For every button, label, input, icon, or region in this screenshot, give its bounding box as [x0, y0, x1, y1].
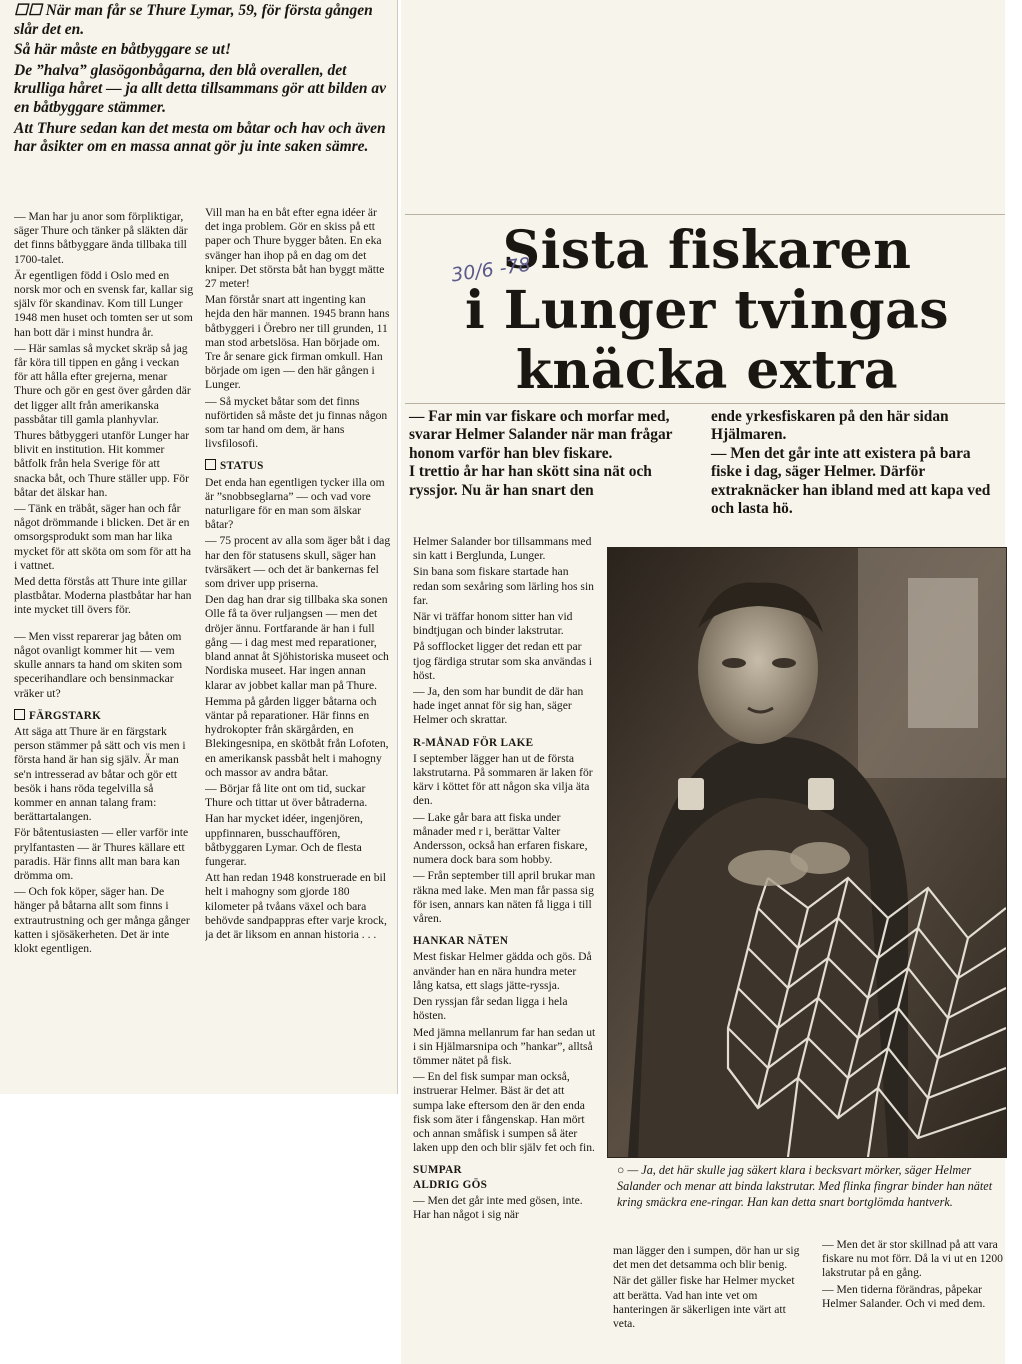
paragraph: För båtentusiasten — eller varför inte prylfantasten — är Thures källare ett paradis. Här finns allt man bara kan drömma om. — [14, 826, 189, 882]
intro-left — [409, 408, 699, 500]
paragraph: Med detta förstås att Thure inte gillar plastbåtar. Moderna plastbåtar har han inte mycket till övers för. — [14, 575, 192, 617]
handwritten-date: 30/6 -78 — [449, 253, 532, 287]
subheading-r-manad: R-MÅNAD FÖR LAKE — [413, 736, 534, 749]
paragraph: Den dag han drar sig tillbaka ska sonen Olle få ta över ruljangsen — men det dröjer ännu. Fortfarande är han i full gång — i dag mest med reparationer, bland annat åt Sjöhistoriska museet och Nordiska museet. Har ingen annan klarar av jobbet kallar man på Thure. — [205, 593, 389, 692]
paragraph: — Men visst reparerar jag båten om något ovanligt kommer hit — vem skulle annars ta hand om skiten som specerihandlare och bensinmackar vräker ut? — [14, 629, 183, 700]
headline-block — [405, 214, 1005, 404]
photo-caption: ○ — Ja, det här skulle jag säkert klara i becksvart mörker, säger Helmer Salander och menar att binda lakstrutar. Med flinka fingrar binder han nätet kring smäckra ene-ringar. Han kan detta snart bortglömda hantverk. — [617, 1163, 993, 1209]
paragraph: — Börjar få lite ont om tid, suckar Thure och tittar ut över båtraderna. — [205, 781, 368, 810]
intro-right — [711, 408, 1003, 518]
paragraph: När det gäller fiske har Helmer mycket att berätta. Vad han inte vet om hanteringen är säkerligen inte värt att veta. — [613, 1274, 795, 1331]
bottom-right-column — [822, 1238, 1004, 1354]
subheading-status: STATUS — [205, 459, 392, 473]
lead-paragraphs — [14, 2, 394, 159]
paragraph: — Man har ju anor som förpliktigar, säger Thure och tänker på släkten där det finns båtbyggare ända tillbaka till 1700-talet. — [14, 210, 188, 266]
box-icon — [14, 709, 25, 720]
intro-left-text: — Far min var fiskare och morfar med, svarar Helmer Salander när man frågar honom varför han blev fiskare. I trettio år har han skött sina nät och ryssjor. Nu är han snart den — [409, 408, 673, 499]
paragraph: Hemma på gården ligger båtarna och väntar på reparationer. Här finns en hydrokopter från skärgården, en Blekingesnipa, en skötbåt från Lofoten, en amerikansk passbåt helt i mahogny och massor av andra båtar. — [205, 694, 389, 779]
subheading-sumpar: SUMPAR ALDRIG GÖS — [413, 1164, 488, 1191]
paragraph: Är egentligen född i Oslo med en norsk mor och en svensk far, kallar sig själv för skandinav. Kom till Lunger 1948 men huset och tomten ser ut som han bott där i minst hundra år. — [14, 268, 194, 339]
lead-p3: De ”halva” glasögonbågarna, den blå overallen, det krulliga håret — ja allt detta tillsammans gör att bilden av en båtbyggare stämmer. — [14, 61, 387, 116]
paragraph: Thures båtbyggeri utanför Lunger har blivit en institution. Hit kommer båtfolk från hela Sverige för att snacka båt, och Thure ställer upp. För båtar det älskar han. — [14, 429, 190, 499]
paragraph: — Och fok köper, säger han. De hänger på båtarna allt som finns i extrautrustning och ger många gånger katten i sjösäkerheten. Det är inte klokt egentligen. — [14, 885, 190, 955]
paragraph: Man förstår snart att ingenting kan hejda den här mannen. 1945 brann hans båtbyggeri i Örebro ner till grunden, 11 man stod arbetslösa. Han började om. Tre år senare gick firman omkull. Han började om igen — den här gången i Lunger. — [205, 293, 390, 392]
box-icon — [205, 459, 216, 470]
paragraph: — Men tiderna förändras, påpekar Helmer Salander. Och vi med dem. — [822, 1282, 986, 1310]
left-column-2 — [205, 206, 392, 1088]
paragraph: — Så mycket båtar som det finns nuförtiden så måste det ju finnas någon som tar hand om dem, är hans livsfilosofi. — [205, 394, 388, 451]
paragraph: Med jämna mellanrum far han sedan ut i sin Hjälmarsnipa och ”hankar”, alltså tömmer nätet på fisk. — [413, 1025, 596, 1067]
paragraph: Att han redan 1948 konstruerade en bil helt i mahogny som gjorde 180 kilometer på tvåans växel och bara behövde sandpappras efter varje krock, ja det är liksom en annan historia . . . — [205, 871, 387, 941]
paragraph: Den ryssjan får sedan ligga i hela hösten. — [413, 995, 568, 1023]
headline-line-3: knäcka extra — [515, 340, 899, 401]
paragraph: Att säga att Thure är en färgstark person stämmer på sätt och vis men i första hand är han sig själv. Är man se'n intresserad av båtar och gör ett besök i hans röda tegelvilla så kommer en annan talang fram: berättartalangen. — [14, 724, 186, 824]
intro-right-text: ende yrkesfiskaren på den här sidan Hjälmaren. — Men det går inte att existera på bara fiske i dag, säger Helmer. Därför extraknäcker han ibland med att kapa ved och lasta hö. — [711, 408, 991, 518]
lead-p2: Så här måste en båtbyggare se ut! — [14, 41, 232, 59]
subheading-fargstark: FÄRGSTARK — [14, 709, 194, 723]
thure-lymar-clipping — [0, 0, 398, 1094]
subheading-hankar-naten: HANKAR NÄTEN — [413, 935, 509, 948]
paragraph: Mest fiskar Helmer gädda och gös. Då använder han en nära hundra meter lång katsa, ett slags jätte-ryssja. — [413, 950, 592, 992]
paragraph: — Tänk en träbåt, säger han och får något drömmande i blicken. Det är en omsorgsprodukt som man har lika mycket för att sköta om som för att ha i vattnet. — [14, 502, 192, 572]
paragraph: Han har mycket idéer, ingenjören, uppfinnaren, busschauffören, båtbyggaren Lymar. Och de flesta fungerar. — [205, 812, 363, 868]
paragraph: — En del fisk sumpar man också, instruerar Helmer. Bäst är det att sumpa lake eftersom den är den enda fisk som äter i fångenskap. Han mört och annan småfisk i sumpen så äter laken upp den och blir själv fet och fin. — [413, 1070, 595, 1155]
paragraph: — Men det är stor skillnad på att vara fiskare nu mot förr. Då la vi ut en 1200 lakstrutar på en gång. — [822, 1238, 1003, 1280]
left-column-1 — [14, 210, 194, 1088]
paragraph: På sofflocket ligger det redan ett par tjog färdiga strutar som ska användas i höst. — [413, 640, 593, 682]
paragraph: Vill man ha en båt efter egna idéer är det inga problem. Gör en skiss på ett paper och Thure bygger båten. En eka svänger han ihop på en dag om det kniper. Det största båt han byggt mätte 27 meter! — [205, 206, 385, 291]
bottom-middle-column — [613, 1244, 803, 1354]
paragraph: man lägger den i sumpen, dör han ur sig det men det detsamma och blir benig. — [613, 1244, 800, 1272]
paragraph: — Men det går inte med gösen, inte. Har han något i sig när — [413, 1193, 583, 1221]
paragraph: — Här samlas så mycket skräp så jag får köra till tippen en gång i veckan för att hålla efter grejerna, menar Thure och gör en gest över gården där det ligger allt från amerikanska passbåtar till gamla planhyvlar. — [14, 341, 191, 426]
paragraph: — 75 procent av alla som äger båt i dag har den för statusens skull, säger han tvärsäkert — och det är bankernas fel som driver upp priserna. — [205, 534, 391, 591]
paragraph: Det enda han egentligen tycker illa om är ”snobbseglarna” — och vad vore naturligare för en man som älskar båtar? — [205, 475, 385, 532]
fisherman-photo — [607, 547, 1007, 1158]
paragraph: I september lägger han ut de första lakstrutarna. På sommaren är laken för kärv i köttet för att någon ska vilja äta den. — [413, 751, 593, 808]
paragraph: — Ja, den som har bundit de där han hade inget annat för sig han, säger Helmer och skrattar. — [413, 685, 584, 727]
fisherman-photo-illustration — [608, 548, 1006, 1157]
headline-line-2: i Lunger tvingas — [464, 280, 950, 341]
headline-line-1: Sista fiskaren — [502, 220, 912, 281]
lead-p1: ☐☐ När man får se Thure Lymar, 59, för första gången slår det en. — [14, 2, 373, 38]
paragraph: När vi träffar honom sitter han vid bindtjugan och binder lakstrutar. — [413, 610, 573, 638]
right-text-column — [413, 535, 597, 1353]
paragraph: — Lake går bara att fiska under månader med r i, berättar Valter Andersson, också han erfaren fiskare, numera dock bara som hobby. — [413, 810, 588, 867]
paragraph: — Från september till april brukar man räkna med lake. Men man får passa sig för isen, annars kan näten få ligga i till våren. — [413, 869, 596, 926]
paragraph: Helmer Salander bor tillsammans med sin katt i Berglunda, Lunger. — [413, 535, 592, 563]
lead-p4: Att Thure sedan kan det mesta om båtar och hav och även har åsikter om en massa annat gör ju inte saken sämre. — [14, 119, 386, 156]
paragraph: Sin bana som fiskare startade han redan som sexåring som lärling hos sin far. — [413, 565, 594, 607]
